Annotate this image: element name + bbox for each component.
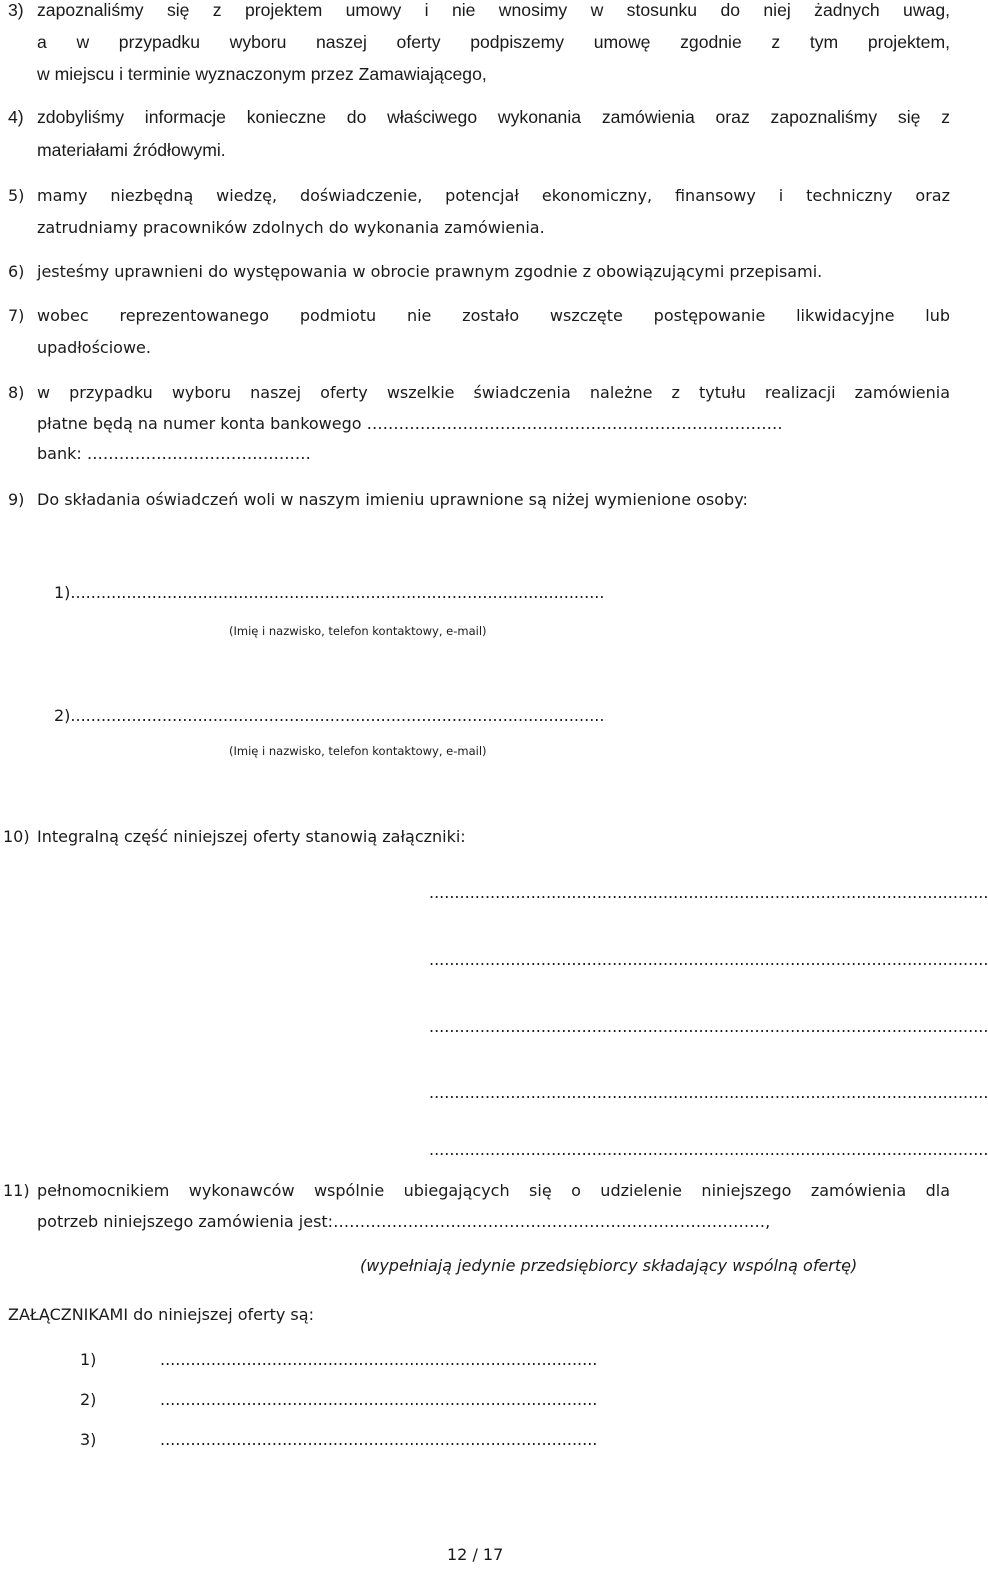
item-text-line: w miejscu i terminie wyznaczonym przez Zamawiającego,	[37, 64, 487, 84]
page-number: 12 / 17	[447, 1545, 504, 1564]
person-line-2: 2).........................................................................................................	[54, 706, 605, 725]
item-text-line: jesteśmy uprawnieni do występowania w obrocie prawnym zgodnie z obowiązującymi przepisami.	[37, 262, 823, 281]
item-number: 5)	[8, 186, 25, 205]
attachment-dots-line: ..............................................................................................................	[429, 1017, 988, 1036]
attachment-dots: ......................................................................................	[160, 1350, 598, 1369]
person-hint-2: (Imię i nazwisko, telefon kontaktowy, e-mail)	[229, 744, 487, 758]
item-number: 10)	[3, 827, 30, 846]
attachments-heading: ZAŁĄCZNIKAMI do niniejszej oferty są:	[8, 1305, 314, 1324]
item-text-line: mamy niezbędną wiedzę, doświadczenie, potencjał ekonomiczny, finansowy i techniczny oraz	[37, 186, 950, 205]
item-number: 4)	[8, 107, 24, 127]
item-number: 3)	[8, 0, 24, 20]
attachment-dots-line: ..............................................................................................................	[429, 950, 988, 969]
attachment-dots: ......................................................................................	[160, 1390, 598, 1409]
person-line-1: 1).........................................................................................................	[54, 583, 605, 602]
item-text-line: wobec reprezentowanego podmiotu nie zostało wszczęte postępowanie likwidacyjne lub	[37, 306, 950, 325]
attachment-number: 3)	[80, 1430, 97, 1449]
attachment-dots-line: ..............................................................................................................	[429, 1140, 988, 1159]
item-text-line: upadłościowe.	[37, 338, 151, 357]
attachment-dots: ......................................................................................	[160, 1430, 598, 1449]
bank-name-line: bank: ……………………………………	[37, 444, 311, 463]
proxy-line: potrzeb niniejszego zamówienia jest:………………………………………………………………………,	[37, 1212, 771, 1231]
item-number: 7)	[8, 306, 25, 325]
item-text-line: pełnomocnikiem wykonawców wspólnie ubiegających się o udzielenie niniejszego zamówienia dla	[37, 1181, 950, 1200]
attachment-dots-line: ..............................................................................................................	[429, 1083, 988, 1102]
item-text-line: Integralną część niniejszej oferty stanowią załączniki:	[37, 827, 466, 846]
joint-offer-note: (wypełniają jedynie przedsiębiorcy składający wspólną ofertę)	[360, 1256, 858, 1275]
item-text-line: zdobyliśmy informacje konieczne do właściwego wykonania zamówienia oraz zapoznaliśmy się z	[37, 107, 950, 127]
item-number: 6)	[8, 262, 25, 281]
item-text-line: Do składania oświadczeń woli w naszym imieniu uprawnione są niżej wymienione osoby:	[37, 490, 748, 509]
bank-account-line: płatne będą na numer konta bankowego ……………………………………………………………………	[37, 414, 783, 433]
person-hint-1: (Imię i nazwisko, telefon kontaktowy, e-mail)	[229, 624, 487, 638]
item-number: 9)	[8, 490, 25, 509]
item-number: 8)	[8, 383, 25, 402]
item-text-line: zapoznaliśmy się z projektem umowy i nie wnosimy w stosunku do niej żadnych uwag,	[37, 0, 950, 20]
item-text-line: w przypadku wyboru naszej oferty wszelkie świadczenia należne z tytułu realizacji zamówienia	[37, 383, 950, 402]
item-number: 11)	[3, 1181, 30, 1200]
attachment-dots-line: ..............................................................................................................	[429, 883, 988, 902]
attachment-number: 1)	[80, 1350, 97, 1369]
attachment-number: 2)	[80, 1390, 97, 1409]
item-text-line: a w przypadku wyboru naszej oferty podpiszemy umowę zgodnie z tym projektem,	[37, 32, 950, 52]
item-text-line: materiałami źródłowymi.	[37, 140, 226, 160]
item-text-line: zatrudniamy pracowników zdolnych do wykonania zamówienia.	[37, 218, 545, 237]
